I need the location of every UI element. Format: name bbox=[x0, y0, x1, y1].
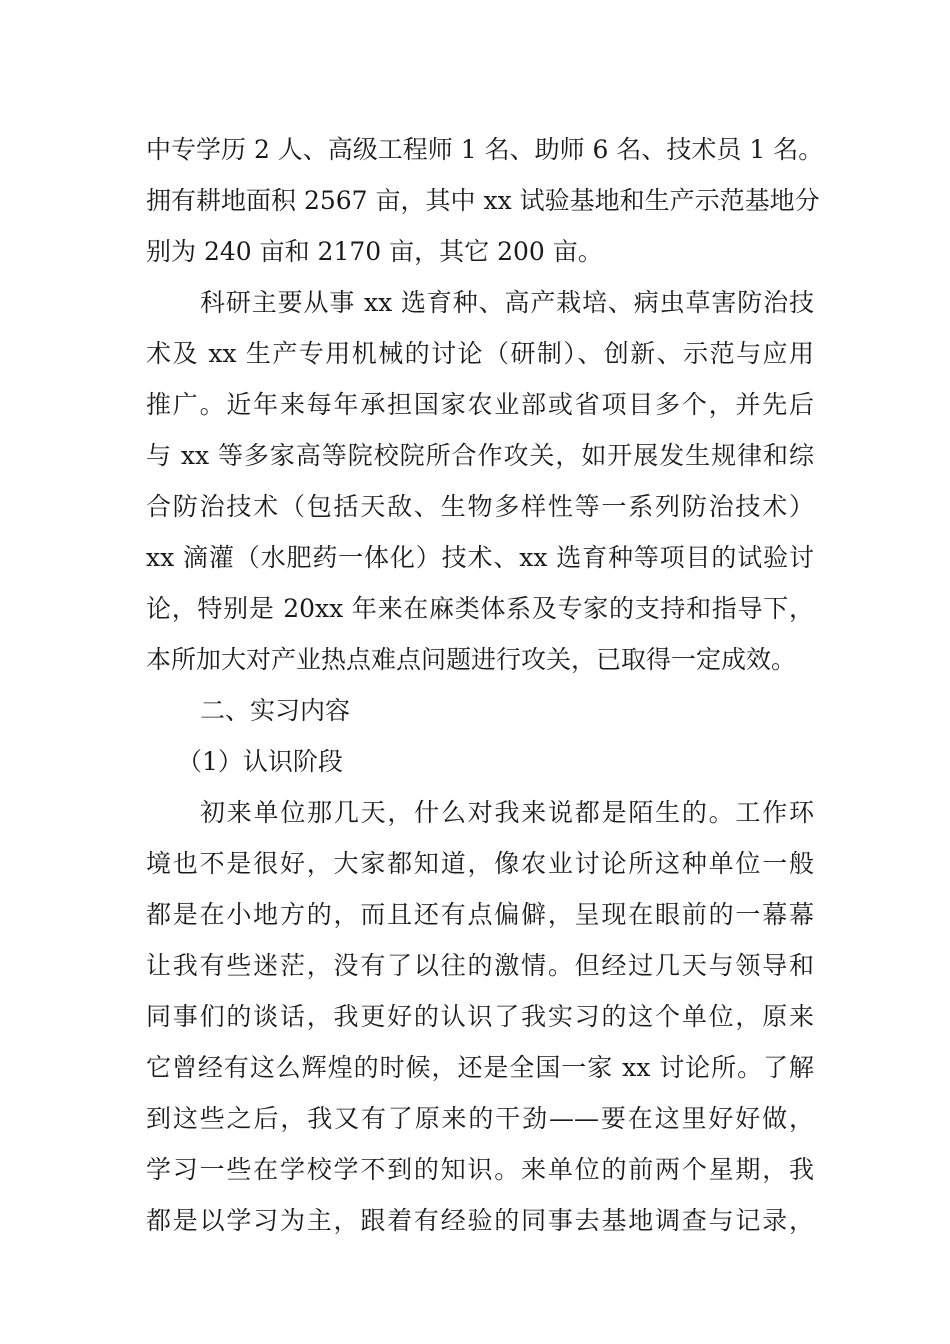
paragraph-research-focus bbox=[146, 277, 814, 685]
text-line: 合防治技术（包括天敌、生物多样性等一系列防治技术） bbox=[146, 492, 814, 521]
text-line: 它曾经有这么辉煌的时候，还是全国一家 xx 讨论所。了解 bbox=[146, 1053, 814, 1082]
text-line: 术及 xx 生产专用机械的讨论（研制）、创新、示范与应用 bbox=[146, 339, 814, 368]
text-line: 同事们的谈话，我更好的认识了我实习的这个单位，原来 bbox=[146, 1002, 814, 1031]
text-line: 科研主要从事 xx 选育种、高产栽培、病虫草害防治技 bbox=[200, 288, 814, 317]
text-line: 初来单位那几天，什么对我来说都是陌生的。工作环 bbox=[200, 798, 814, 827]
text-line: 推广。近年来每年承担国家农业部或省项目多个，并先后 bbox=[146, 390, 814, 419]
text-line: 本所加大对产业热点难点问题进行攻关，已取得一定成效。 bbox=[146, 645, 797, 674]
text-line: 都是在小地方的，而且还有点偏僻，呈现在眼前的一幕幕 bbox=[146, 900, 814, 929]
text-line: 别为 240 亩和 2170 亩，其它 200 亩。 bbox=[146, 237, 603, 266]
paragraph-recognition-stage bbox=[146, 787, 814, 1246]
text-line: 让我有些迷茫，没有了以往的激情。但经过几天与领导和 bbox=[146, 951, 814, 980]
section-heading: 二、实习内容 bbox=[200, 696, 351, 725]
subsection-heading: （1）认识阶段 bbox=[177, 747, 343, 776]
text-line: 到这些之后，我又有了原来的干劲——要在这里好好做， bbox=[146, 1104, 814, 1133]
paragraph-staff-and-land bbox=[146, 124, 824, 277]
text-line: 都是以学习为主，跟着有经验的同事去基地调查与记录， bbox=[146, 1206, 814, 1235]
text-line: 论，特别是 20xx 年来在麻类体系及专家的支持和指导下， bbox=[146, 594, 814, 623]
text-line: 学习一些在学校学不到的知识。来单位的前两个星期，我 bbox=[146, 1155, 814, 1184]
text-line: 与 xx 等多家高等院校院所合作攻关，如开展发生规律和综 bbox=[146, 441, 814, 470]
text-line: 中专学历 2 人、高级工程师 1 名、助师 6 名、技术员 1 名。 bbox=[146, 135, 824, 164]
document-body bbox=[146, 124, 824, 1246]
text-line: xx 滴灌（水肥药一体化）技术、xx 选育种等项目的试验讨 bbox=[146, 543, 814, 572]
text-line: 境也不是很好，大家都知道，像农业讨论所这种单位一般 bbox=[146, 849, 814, 878]
text-line: 拥有耕地面积 2567 亩，其中 xx 试验基地和生产示范基地分 bbox=[146, 186, 820, 215]
